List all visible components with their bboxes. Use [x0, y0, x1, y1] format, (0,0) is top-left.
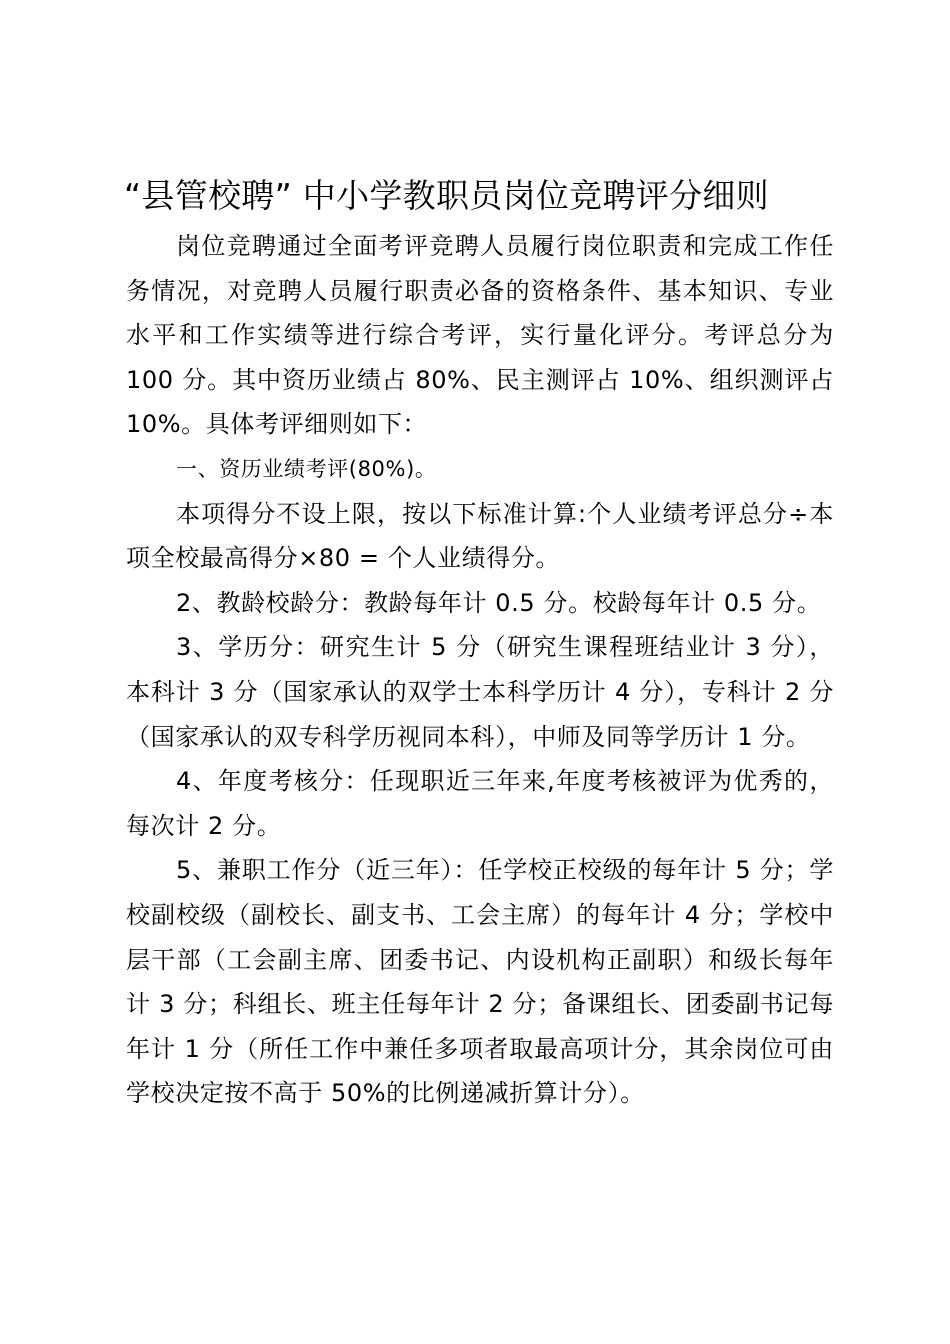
- document-page: [126, 172, 834, 1116]
- item-5-paragraph: 5、兼职工作分（近三年）：任学校正校级的每年计 5 分；学校副校级（副校长、副支书、工会主席）的每年计 4 分；学校中层干部（工会副主席、团委书记、内设机构正副职）和级长每年计 3 分；科组长、班主任每年计 2 分；备课组长、团委副书记每年计 1 分（所任工作中兼任多项者取最高项计分，其余岗位可由学校决定按不高于 50%的比例递减折算计分）。: [126, 856, 834, 1108]
- item-3-paragraph: 3、学历分：研究生计 5 分（研究生课程班结业计 3 分），本科计 3 分（国家承认的双学士本科学历计 4 分），专科计 2 分（国家承认的双专科学历视同本科），中师及同等学历计 1 分。: [126, 633, 834, 751]
- item-4-paragraph: 4、年度考核分：任现职近三年来,年度考核被评为优秀的，每次计 2 分。: [126, 767, 834, 840]
- document-title: “县管校聘” 中小学教职员岗位竞聘评分细则: [124, 176, 769, 215]
- section-heading-1: 一、资历业绩考评(80%)。: [176, 456, 437, 481]
- intro-paragraph: 岗位竞聘通过全面考评竞聘人员履行岗位职责和完成工作任务情况，对竞聘人员履行职责必备的资格条件、基本知识、专业水平和工作实绩等进行综合考评，实行量化评分。考评总分为 100 分。其中资历业绩占 80%、民主测评占 10%、组织测评占 10%。具体考评细则如下：: [126, 232, 834, 439]
- item-2-paragraph: 2、教龄校龄分：教龄每年计 0.5 分。校龄每年计 0.5 分。: [176, 588, 822, 617]
- formula-paragraph: 本项得分不设上限，按以下标准计算:个人业绩考评总分÷本项全校最高得分×80 = 个人业绩得分。: [126, 499, 834, 573]
